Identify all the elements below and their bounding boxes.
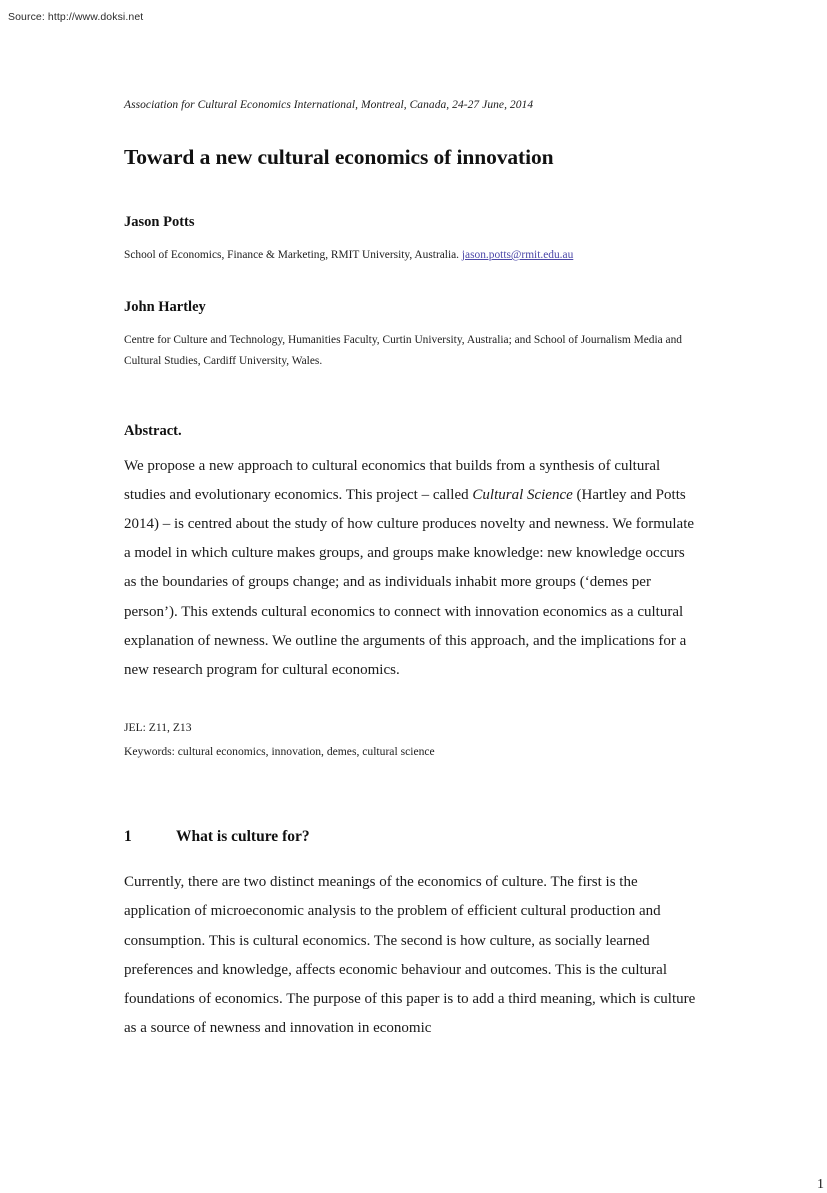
source-banner <box>0 0 827 27</box>
conference-venue-line: Association for Cultural Economics International, Montreal, Canada, 24-27 June, 2014 <box>124 99 534 111</box>
abstract-text-part2: (Hartley and Potts 2014) – is centred about the study of how culture produces novelty and newness. We formulate a model in which culture makes groups, and groups make knowledge: new knowledge occurs as the boundaries of groups change; and as individuals inhabit more groups (‘demes per person’). This extends cultural economics to connect with innovation economics as a cultural explanation of newness. We outline the arguments of this approach, and the implications for a new research program for cultural economics. <box>124 486 695 678</box>
paper-title: Toward a new cultural economics of innovation <box>124 145 554 169</box>
document-page <box>0 27 827 1192</box>
abstract-text-part1: We propose a new approach to cultural economics that builds from a synthesis of cultural studies and evolutionary economics. This project – called <box>124 457 661 503</box>
section-number: 1 <box>124 828 132 846</box>
author-block-potts <box>124 214 700 267</box>
abstract-paragraph <box>124 452 700 686</box>
author-block-hartley <box>124 299 700 373</box>
keywords-line: Keywords: cultural economics, innovation, demes, cultural science <box>124 745 435 759</box>
paper-metadata <box>124 716 700 764</box>
affiliation-text: School of Economics, Finance & Marketing, RMIT University, Australia. <box>124 249 462 261</box>
page-number: 1 <box>817 1177 824 1192</box>
source-url-label: Source: http://www.doksi.net <box>8 11 144 23</box>
abstract-heading: Abstract. <box>124 422 182 439</box>
author-affiliation <box>124 245 700 267</box>
jel-codes: JEL: Z11, Z13 <box>124 721 192 735</box>
affiliation-text-line2: Media and Cultural Studies, Cardiff University, Wales. <box>124 333 683 367</box>
author-affiliation <box>124 330 700 373</box>
section-heading-1 <box>124 828 700 846</box>
author-name: Jason Potts <box>124 214 195 230</box>
author-email-link[interactable]: jason.potts@rmit.edu.au <box>461 249 574 261</box>
section-title: What is culture for? <box>176 828 310 846</box>
abstract-italic-phrase: Cultural Science <box>472 486 573 503</box>
document-content <box>124 99 824 1192</box>
affiliation-text: Centre for Culture and Technology, Humanities Faculty, Curtin University, Australia; and School of Journalism <box>124 333 631 346</box>
section-body-paragraph: Currently, there are two distinct meanings of the economics of culture. The first is the application of microeconomic analysis to the problem of efficient cultural production and consumption. This is cultural economics. The second is how culture, as socially learned preferences and knowledge, affects economic behaviour and outcomes. This is the cultural foundations of economics. The purpose of this paper is to add a third meaning, which is culture as a source of newness and innovation in economic <box>124 874 696 1037</box>
author-name: John Hartley <box>124 298 206 315</box>
